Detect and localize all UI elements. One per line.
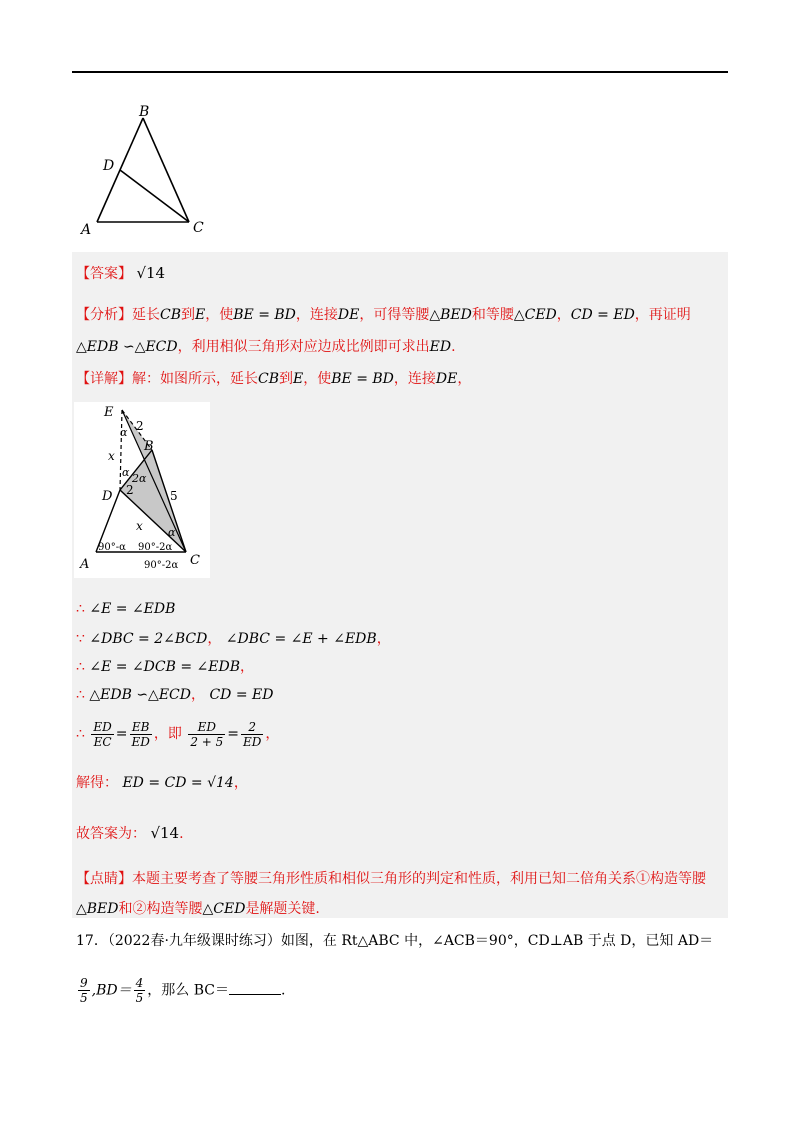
detail-text: 解：如图所示，延长 [132, 371, 258, 387]
analysis-text: ，利用相似三角形对应边成比例即可求出 [177, 339, 430, 355]
math-step-3: ∠E = ∠DCB = ∠EDB [89, 659, 241, 675]
comma: ， [190, 687, 205, 703]
math-tri-bed: △BED [429, 307, 472, 323]
triangle-figure-2 [74, 402, 210, 578]
analysis-text: . [451, 339, 456, 355]
analysis-text: ，使 [205, 307, 234, 323]
fraction-9-5: $\frac{9}{5}$ [80, 976, 88, 1005]
label-two-db: 2 [126, 483, 134, 497]
label-x-ed: x [108, 449, 115, 463]
math-be-bd: BE = BD [233, 307, 296, 323]
step-3 [76, 656, 254, 678]
label-angle-a: 90°-α [98, 542, 126, 553]
math-step-1: ∠E = ∠EDB [89, 601, 176, 617]
comma: ， [265, 726, 280, 742]
math-de: DE [337, 307, 360, 323]
analysis-text: ，可得等腰 [359, 307, 430, 323]
step-4 [76, 684, 273, 706]
because-symbol: ∵ [76, 631, 85, 647]
fraction-ed-7: $\frac{ED}{2 + 5}$ [190, 719, 224, 749]
therefore-symbol: ∴ [76, 726, 85, 742]
step-6 [76, 772, 248, 794]
fraction-eb-ed: $\frac{EB}{ED}$ [131, 719, 150, 749]
therefore-symbol: ∴ [76, 659, 85, 675]
detail-line [76, 368, 471, 390]
step-7 [76, 822, 184, 845]
step-2 [76, 628, 391, 650]
math-ed: ED [429, 339, 452, 355]
analysis-text: 和等腰 [471, 307, 514, 323]
analysis-text: ， [556, 307, 571, 323]
comment-tag: 【点睛】 [76, 871, 132, 887]
math-bd: ,BD＝ [91, 982, 132, 999]
question-text: ，那么 BC＝ [147, 982, 229, 999]
label-angle-d: 90°-2α [138, 542, 173, 553]
period: . [179, 826, 184, 842]
question-17-line-2 [76, 976, 285, 1005]
comment-text: 和②构造等腰 [118, 901, 203, 917]
answer-value: √14 [136, 264, 166, 282]
label-e: E [104, 405, 114, 420]
math-de: DE [435, 371, 458, 387]
detail-text: ，连接 [393, 371, 436, 387]
analysis-text: ，再证明 [634, 307, 691, 323]
fraction-2-ed: $\frac{2}{ED}$ [243, 719, 262, 749]
step-text: 故答案为： [76, 826, 146, 842]
step-1 [76, 598, 175, 620]
analysis-text: 延长 [132, 307, 160, 323]
analysis-line-1 [76, 304, 691, 326]
comment-text: 本题主要考查了等腰三角形性质和相似三角形的判定和性质，利用已知二倍角关系①构造等腰 [132, 871, 706, 887]
math-similar: △EDB ∽△ECD [76, 339, 178, 355]
math-tri-ced: △CED [202, 901, 246, 917]
comment-line-2 [76, 898, 320, 920]
math-e: E [293, 371, 304, 387]
math-tri-ced: △CED [513, 307, 557, 323]
label-two-eb: 2 [136, 419, 144, 433]
comment-line-1 [76, 868, 706, 890]
fraction-4-5: $\frac{4}{5}$ [135, 976, 144, 1005]
fraction-ed-ec: $\frac{ED}{EC}$ [93, 719, 112, 749]
label-alpha-e: α [120, 426, 128, 439]
label-two-alpha: 2α [132, 472, 147, 485]
label-alpha-d: α [122, 466, 130, 479]
header-rule [72, 71, 728, 73]
label-b: B [139, 104, 150, 120]
label-a: A [81, 222, 92, 238]
label-c: C [193, 220, 204, 236]
math-step-4b: CD = ED [209, 687, 274, 703]
math-e: E [195, 307, 206, 323]
label-five: 5 [170, 489, 178, 503]
therefore-symbol: ∴ [76, 687, 85, 703]
answer-blank[interactable] [229, 980, 281, 995]
label-angle-bottom: 90°-2α [144, 560, 179, 571]
period: . [280, 982, 286, 999]
math-step-6: ED = CD = √14 [122, 775, 234, 791]
step-text: 解得： [76, 775, 118, 791]
comment-text: 是解题关键. [245, 901, 320, 917]
math-cd-ed: CD = ED [570, 307, 635, 323]
math-tri-bed: △BED [76, 901, 119, 917]
step-text: ，即 [153, 726, 182, 742]
math-cb: CB [160, 307, 181, 323]
therefore-symbol: ∴ [76, 601, 85, 617]
detail-text: ，使 [303, 371, 332, 387]
comma: ， [207, 631, 222, 647]
answer-line [76, 262, 165, 285]
step-5: ∴ $\frac{ED}{EC}$ = $\frac{EB}{ED}$ ，即 $\frac{ED}{2 + 5}$ = $\frac{2}{ED}$ ， [76, 719, 280, 749]
label-d: D [103, 158, 115, 174]
detail-tag: 【详解】 [76, 371, 132, 387]
comma: ， [240, 659, 255, 675]
math-step-2b: ∠DBC = ∠E + ∠EDB [225, 631, 377, 647]
comma: ， [233, 775, 248, 791]
label-c: C [190, 553, 200, 568]
label-b: B [144, 439, 154, 454]
math-be-bd: BE = BD [331, 371, 394, 387]
analysis-text: 到 [181, 307, 195, 323]
math-cb: CB [258, 371, 279, 387]
math-step-7: √14 [150, 824, 180, 842]
detail-text: 到 [279, 371, 293, 387]
analysis-tag: 【分析】 [76, 307, 132, 323]
label-a: A [80, 557, 90, 572]
analysis-line-2 [76, 336, 456, 358]
label-alpha-c: α [168, 526, 176, 539]
math-step-4a: △EDB ∽△ECD [89, 687, 191, 703]
question-17-line-1: 17．（2022春·九年级课时练习）如图，在 Rt△ABC 中，∠ACB＝90°，CD⊥AB 于点 D，已知 AD＝ [76, 933, 714, 949]
label-x-dc: x [136, 519, 143, 533]
math-step-2a: ∠DBC = 2∠BCD [89, 631, 208, 647]
answer-tag: 【答案】 [76, 266, 132, 282]
comma: ， [376, 631, 391, 647]
label-d: D [102, 489, 113, 504]
detail-text: ， [457, 371, 472, 387]
analysis-text: ，连接 [295, 307, 338, 323]
triangle-figure-1 [75, 100, 215, 240]
